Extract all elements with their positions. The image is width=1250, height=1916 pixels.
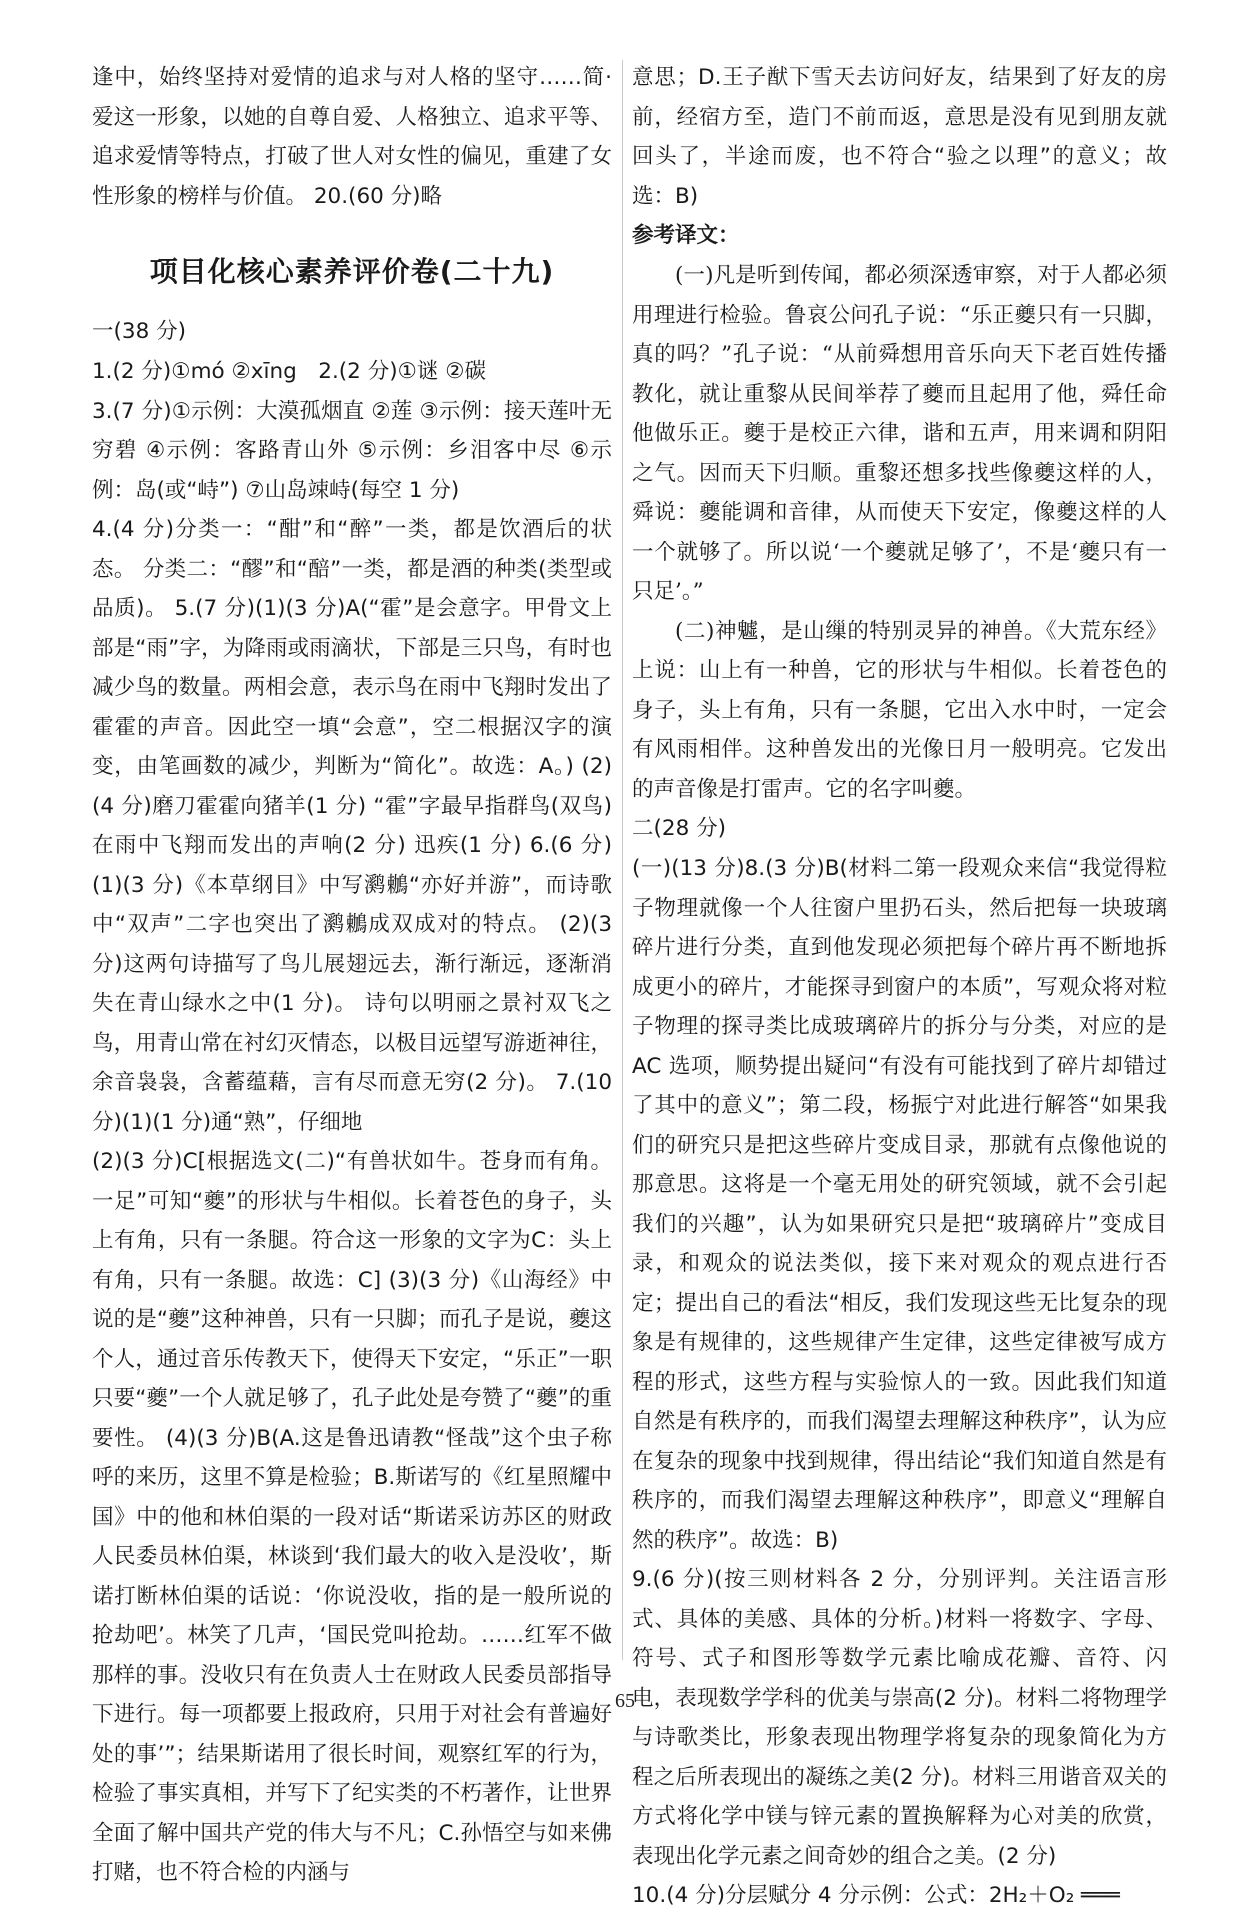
page-number: 65 bbox=[615, 1690, 635, 1712]
q7-continuation: 意思；D.王子猷下雪天去访问好友，结果到了好友的房前，经宿方至，造门不前而返，意思是没有见到朋友就回头了，半途而废，也不符合“验之以理”的意义；故选：B) bbox=[632, 65, 1167, 209]
page-title: 项目化核心素养评价卷(二十九) bbox=[149, 255, 555, 288]
q1-answer: 1.(2 分)①mó ②xīng bbox=[92, 359, 297, 384]
q4-q5-answers bbox=[92, 510, 612, 1142]
q1-q2-answers bbox=[92, 352, 612, 392]
left-column bbox=[92, 58, 612, 1893]
q5-answer: 5.(7 分)(1)(3 分)A(“霍”是会意字。甲骨文上部是“雨”字，为降雨或雨滴状，下部是三只鸟，有时也减少鸟的数量。两相会意，表示鸟在雨中飞翔时发出了霍霍的声音。因此空一填“会意”，空二根据汉字的演变，由笔画数的减少，判断为“简化”。故选：A。) (2)(4 分)磨刀霍霍向猪羊(1 分) “霍”字最早指群鸟(双鸟)在雨中飞翔而发出的声响(2 分) 迅疾(1 分) bbox=[92, 596, 613, 858]
q10-answer: 10.(4 分)分层赋分 4 分示例：公式：2H₂＋O₂ ═══ bbox=[632, 1883, 1121, 1908]
translation-part-2: (二)神魖，是山缫的特别灵异的神兽。《大荒东经》上说：山上有一种兽，它的形状与牛相似。长着苍色的身子，头上有角，只有一条腿，它出入水中时，一定会有风雨相伴。这种兽发出的光像日月一般明亮。它发出的声音像是打雷声。它的名字叫夔。 bbox=[632, 618, 1167, 802]
q4-answer: 4.(4 分)分类一：“酣”和“醉”一类，都是饮酒后的状态。 分类二：“醪”和“醅”一类，都是酒的种类(类型或品质)。 bbox=[92, 517, 612, 621]
q7-continued: (2)(3 分)C[根据选文(二)“有兽状如牛。苍身而有角。一足”可知“夔”的形状与牛相似。长着苍色的身子，头上有角，只有一条腿。符合这一形象的文字为C：头上有角，只有一条腿。故选：C] (3)(3 分)《山海经》中说的是“夔”这种神兽，只有一只脚；而孔子是说，夔这个人，通过音乐传教天下，使得天下安定，“乐正”一职只要“夔”一个人就足够了，孔子此处是夸赞了“夔”的重要性。 (4)(3 分)B(A.这是鲁迅请教“怪哉”这个虫子称呼的来历，这里不算是检验；B.斯诺写的《红星照耀中国》中的他和林伯渠的一段对话“斯诺采访苏区的财政人民委员林伯渠，林谈到‘我们最大的收入是没收’，斯诺打断林伯渠的话说：‘你说没收，指的是一般所说的抢劫吧’。林笑了几声，‘国民党叫抢劫。……红军不做那样的事。没收只有在负责人士在财政人民委员部指导下进行。每一项都要上报政府，只用于对社会有普遍好处的事’”；结果斯诺用了很长时间，观察红军的行为，检验了事实真相，并写下了纪实类的不朽著作，让世界全面了解中国共产党的伟大与不凡；C.孙悟空与如来佛打赌，也不符合检的内涵与 bbox=[92, 1149, 612, 1885]
reference-translation-label: 参考译文： bbox=[632, 223, 740, 248]
column-divider bbox=[622, 60, 623, 1660]
intro-text bbox=[92, 58, 612, 216]
q2-answer: 2.(2 分)①谜 ②碳 bbox=[318, 359, 486, 384]
q6-answer: 6.(6 分)(1)(3 分)《本草纲目》中写㶉鶒“亦好并游”，而诗歌中“双声”二字也突出了㶉鶒成双成对的特点。 (2)(3 分)这两句诗描写了鸟儿展翅远去，渐行渐远，逐渐消失在青山绿水之中(1 分)。 诗句以明丽之景衬双飞之鸟，用青山常在衬幻灭情态，以极目远望写游逝神往，余音袅袅，含蓄蕴藉，言有尽而意无穷(2 分)。 bbox=[92, 833, 612, 1095]
intro-paragraph: 逢中，始终坚持对爱情的追求与对人格的坚守……简·爱这一形象，以她的自尊自爱、人格独立、追求平等、追求爱情等特点，打破了世人对女性的偏见，重建了女性形象的榜样与价值。 bbox=[92, 65, 612, 209]
q8-answer: (一)(13 分)8.(3 分)B(材料二第一段观众来信“我觉得粒子物理就像一个人往窗户里扔石头，然后把每一块玻璃碎片进行分类，直到他发现必须把每个碎片再不断地拆成更小的碎片，才能探寻到窗户的本质”，写观众将对粒子物理的探寻类比成玻璃碎片的拆分与分类，对应的是 AC 选项，顺势提出疑问“有没有可能找到了碎片却错过了其中的意义”；第二段，杨振宁对此进行解答“如果我们的研究只是把这些碎片变成目录，那就有点像他说的那意思。这将是一个毫无用处的研究领域，就不会引起我们的兴趣”，认为如果研究只是把“玻璃碎片”变成目录，和观众的说法类似，接下来对观众的观点进行否定；提出自己的看法“相反，我们发现这些无比复杂的现象是有规律的，这些规律产生定律，这些定律被写成方程的形式，这些方程与实验惊人的一致。因此我们知道自然是有秩序的，而我们渴望去理解这种秩序”，认为应在复杂的现象中找到规律，得出结论“我们知道自然是有秩序的，而我们渴望去理解这种秩序”，即意义“理解自然的秩序”。故选：B) bbox=[632, 856, 1167, 1553]
section-1-heading: 一(38 分) bbox=[92, 319, 186, 344]
q7-answer: 7.(10 分)(1)(1 分)通“熟”，仔细地 bbox=[92, 1070, 612, 1135]
right-column bbox=[632, 58, 1167, 1916]
q9-answer: 9.(6 分)(按三则材料各 2 分，分别评判。关注语言形式、具体的美感、具体的分析。)材料一将数字、字母、符号、式子和图形等数学元素比喻成花瓣、音符、闪电，表现数学学科的优美与崇高(2 分)。材料二将物理学与诗歌类比，形象表现出物理学将复杂的现象简化为方程之后所表现出的凝练之美(2 分)。材料三用谐音双关的方式将化学中镁与锌元素的置换解释为心对美的欣赏，表现出化学元素之间奇妙的组合之美。(2 分) bbox=[632, 1567, 1167, 1869]
q20-answer: 20.(60 分)略 bbox=[313, 183, 443, 209]
section-2-heading: 二(28 分) bbox=[632, 816, 726, 841]
q3-answer: 3.(7 分)①示例：大漠孤烟直 ②莲 ③示例：接天莲叶无穷碧 ④示例：客路青山外 ⑤示例：乡泪客中尽 ⑥示例：岛(或“峙”) ⑦山岛竦峙(每空 1 分) bbox=[92, 398, 612, 503]
translation-part-1: (一)凡是听到传闻，都必须深透审察，对于人都必须用理进行检验。鲁哀公问孔子说：“乐正夔只有一只脚，真的吗？”孔子说：“从前舜想用音乐向天下老百姓传播教化，就让重黎从民间举荐了夔而且起用了他，舜任命他做乐正。夔于是校正六律，谐和五声，用来调和阴阳之气。因而天下归顺。重黎还想多找些像夔这样的人，舜说：夔能调和音律，从而使天下安定，像夔这样的人一个就够了。所以说‘一个夔就足够了’，不是‘夔只有一只足’。” bbox=[632, 263, 1167, 604]
